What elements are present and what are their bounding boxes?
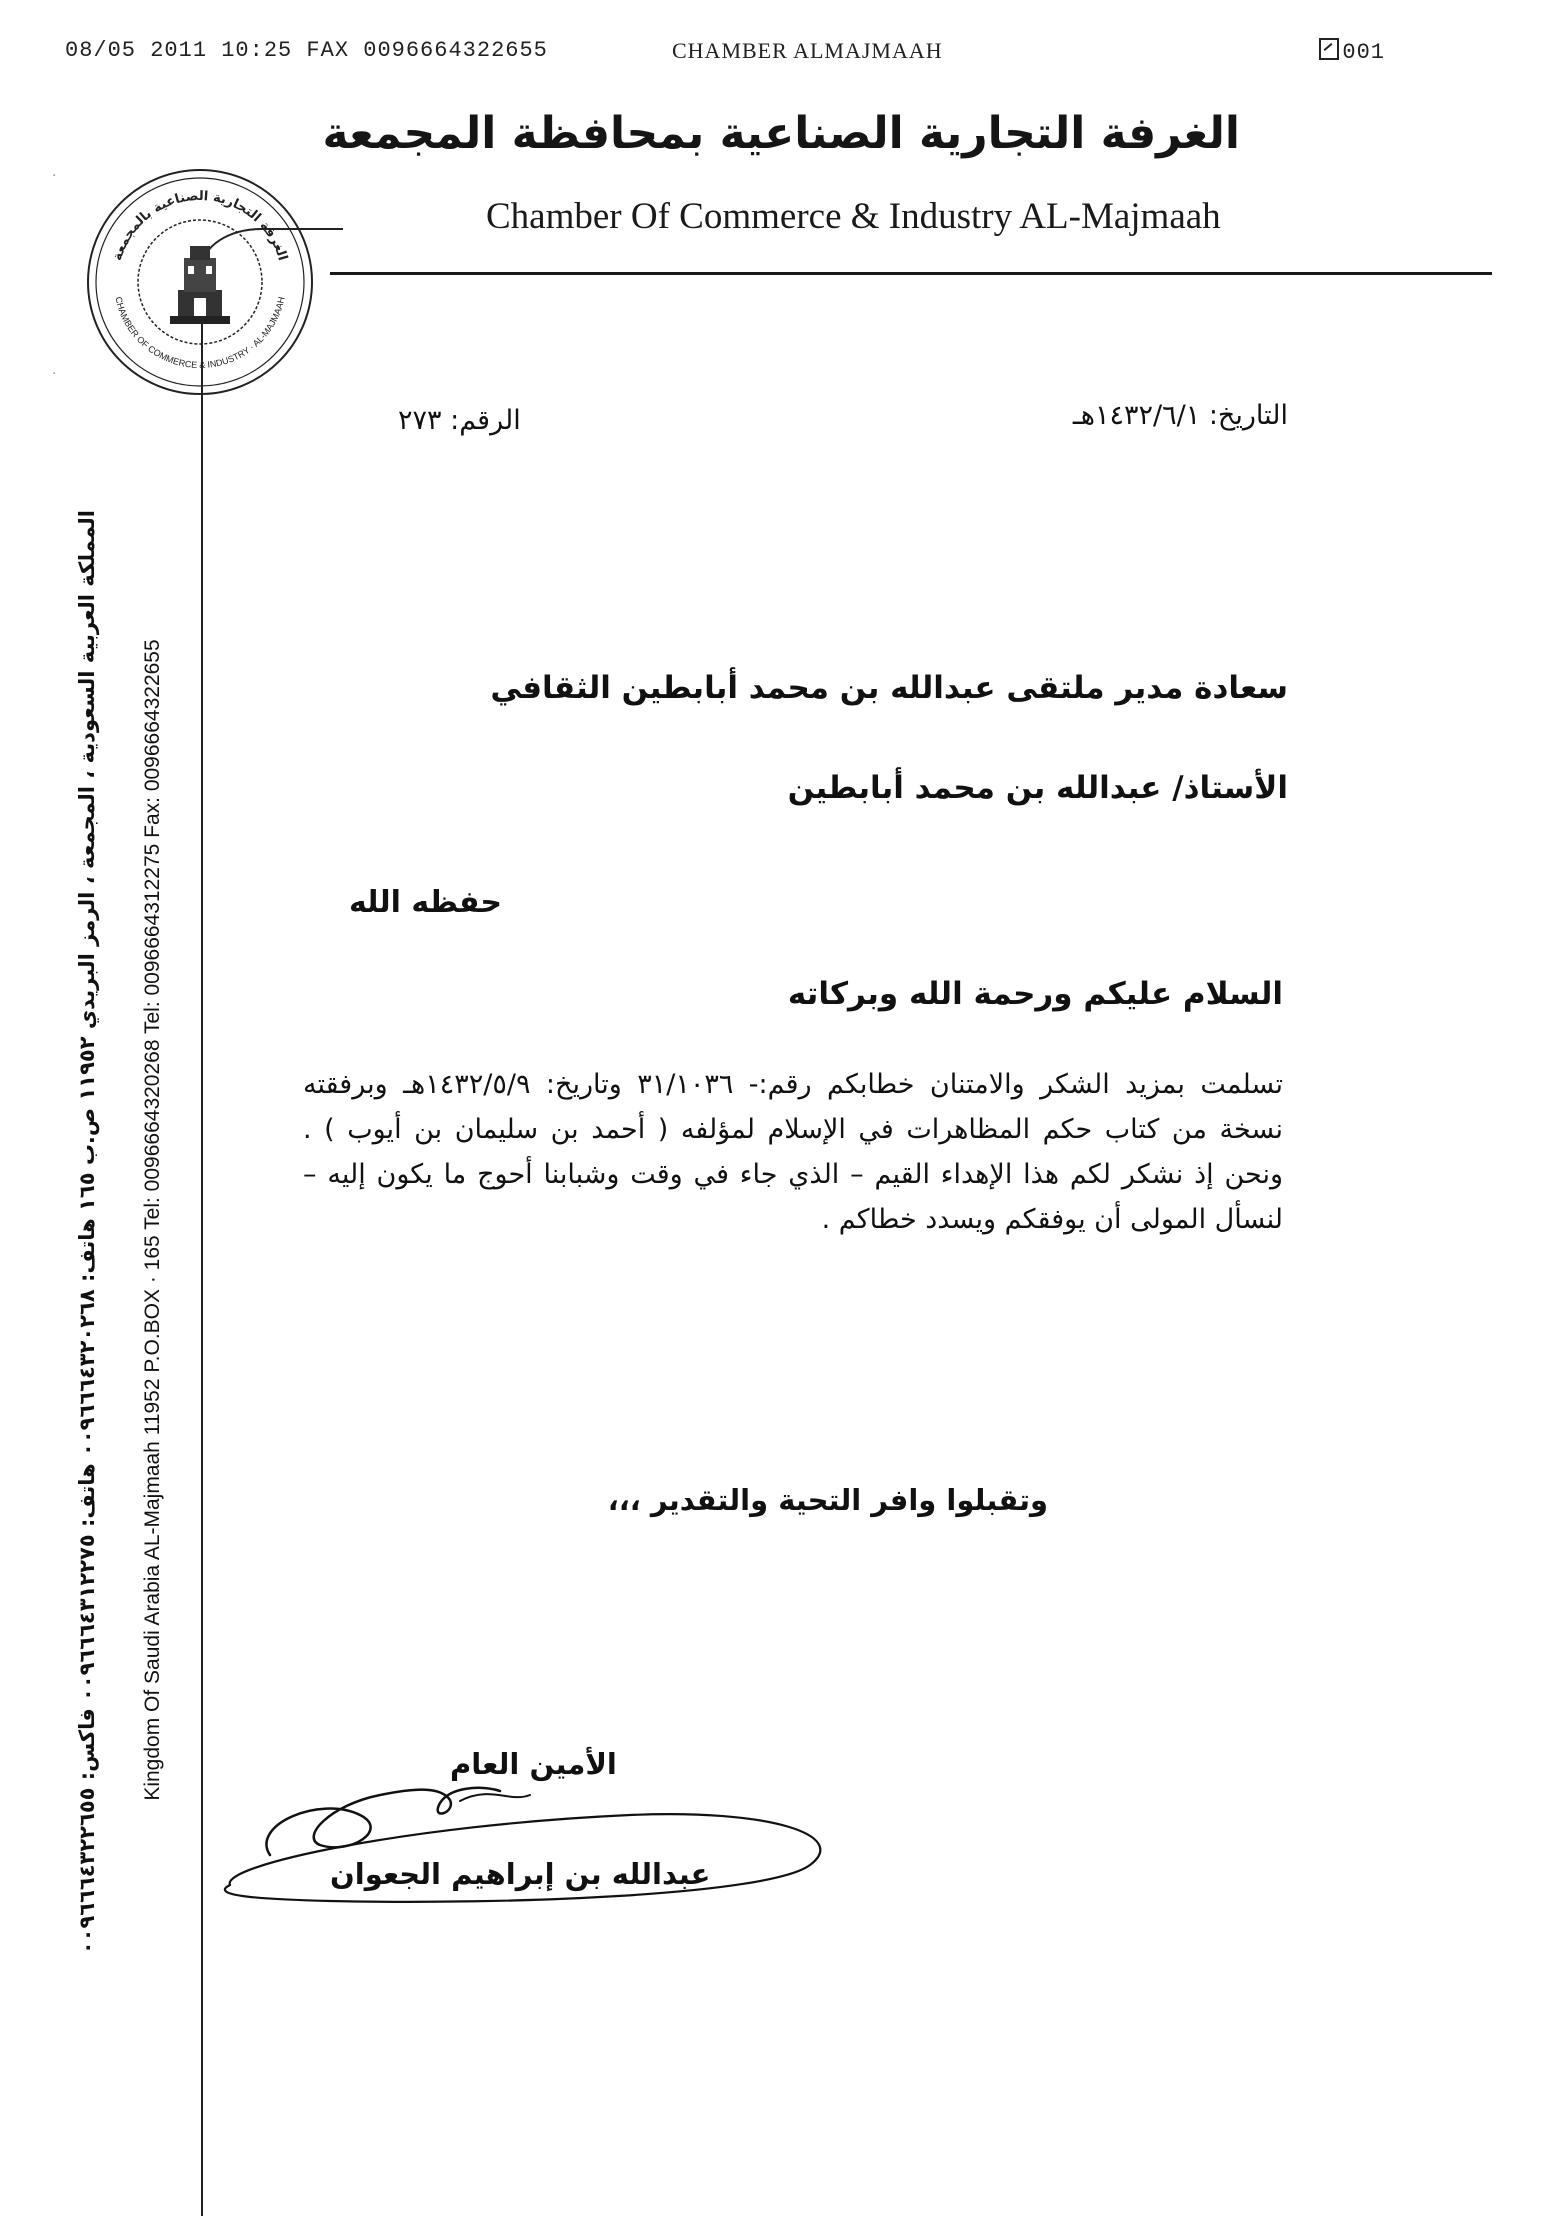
fax-header-sender: CHAMBER ALMAJMAAH xyxy=(672,38,943,63)
closing-line: وتقبلوا وافر التحية والتقدير ،،، xyxy=(607,1483,1048,1517)
signatory-name: عبدالله بن إبراهيم الجعوان xyxy=(330,1857,711,1891)
svg-text:الغرفة التجارية الصناعية بالمج: الغرفة التجارية الصناعية بالمجمعة xyxy=(110,188,290,263)
fax-page-number xyxy=(1319,38,1385,65)
side-contact-arabic: المملكة العربية السعودية ، المجمعة ، الرمز البريدي ١١٩٥٢ ص.ب ١٦٥ هاتف: ٠٠٩٦٦٦٤٣٢٠٢٦٨ هاتف: ٠٠٩٦٦٦٤٣١٢٢٧٥ فاكس: ٠٠٩٦٦٦٤٣٢٢٦٥٥ xyxy=(75,510,99,1955)
letter-date: التاريخ: ١٤٣٢/٦/١هـ xyxy=(1072,400,1288,431)
chamber-seal-logo xyxy=(80,162,320,402)
letter-reference-number: الرقم: ٢٧٣ xyxy=(398,405,521,436)
letter-body: تسلمت بمزيد الشكر والامتنان خطابكم رقم:- ٣١/١٠٣٦ وتاريخ: ١٤٣٢/٥/٩هـ وبرفقته نسخة من كتاب حكم المظاهرات في الإسلام لمؤلفه ( أحمد بن سليمان بن أيوب ) . ونحن إذ نشكر لكم هذا الإهداء القيم – الذي جاء في وقت وشبابنا أحوج ما يكون إليه – لنسأل المولى أن يوفقكم ويسدد خطاكم . xyxy=(303,1069,1284,1235)
org-name-english: Chamber Of Commerce & Industry AL-Majmaah xyxy=(486,196,1221,237)
side-contact-english: Kingdom Of Saudi Arabia AL-Majmaah 11952 P.O.BOX · 165 Tel: 0096664320268 Tel: 0096664312275 Fax: 0096664322655 xyxy=(141,639,164,1801)
addressee-title: سعادة مدير ملتقى عبدالله بن محمد أبابطين الثقافي xyxy=(490,670,1288,706)
greeting: السلام عليكم ورحمة الله وبركاته xyxy=(787,976,1283,1012)
fax-header xyxy=(65,38,1385,70)
addressee-name: الأستاذ/ عبدالله بن محمد أبابطين xyxy=(787,770,1288,806)
blessing: حفظه الله xyxy=(348,885,502,920)
margin-mark: · xyxy=(52,366,57,382)
fax-page-icon xyxy=(1319,38,1339,60)
side-contact-strip xyxy=(72,510,168,1955)
signatory-title: الأمين العام xyxy=(450,1747,617,1781)
org-name-arabic: الغرفة التجارية الصناعية بمحافظة المجمعة xyxy=(322,108,1240,159)
seal-emblem-icon xyxy=(170,246,230,324)
margin-rule xyxy=(201,258,203,2216)
margin-mark: · xyxy=(52,168,57,184)
letterhead-rule xyxy=(330,272,1492,275)
fax-header-left: 08/05 2011 10:25 FAX 0096664322655 xyxy=(65,38,548,63)
fax-page-value: 001 xyxy=(1342,40,1385,65)
handwritten-signature xyxy=(210,1725,890,1925)
svg-text:CHAMBER OF COMMERCE & INDUSTRY: CHAMBER OF COMMERCE & INDUSTRY · AL-MAJMAAH xyxy=(113,295,287,371)
